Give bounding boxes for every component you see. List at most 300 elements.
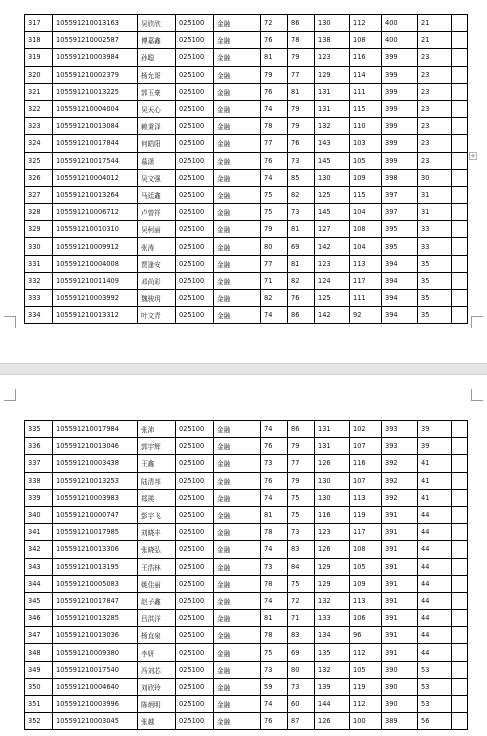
rank-cell: 338: [25, 472, 53, 489]
position-cell: 44: [418, 644, 452, 661]
english-score-cell: 86: [288, 421, 315, 438]
name-cell: 何皓阳: [138, 135, 176, 152]
crop-mark-bottom-left: [4, 316, 16, 328]
name-cell: 刘晓丰: [138, 524, 176, 541]
name-cell: 张越: [138, 713, 176, 730]
rank-cell: 318: [25, 32, 53, 49]
total-score-cell: 391: [382, 592, 418, 609]
total-score-cell: 391: [382, 524, 418, 541]
professional-score-cell: 113: [350, 489, 382, 506]
major-name-cell: 金融: [214, 592, 261, 609]
name-cell: 郭宇辉: [138, 438, 176, 455]
rank-cell: 327: [25, 186, 53, 203]
major-name-cell: 金融: [214, 15, 261, 32]
empty-cell: [452, 524, 468, 541]
name-cell: 卢曾祥: [138, 204, 176, 221]
math-score-cell: 116: [315, 506, 350, 523]
table-row: [25, 255, 468, 272]
politics-score-cell: 76: [261, 83, 288, 100]
rank-cell: 324: [25, 135, 53, 152]
table-row: [25, 592, 468, 609]
name-cell: 张涛: [138, 238, 176, 255]
professional-score-cell: 116: [350, 49, 382, 66]
major-name-cell: 金融: [214, 524, 261, 541]
name-cell: 郭玉豪: [138, 83, 176, 100]
math-score-cell: 145: [315, 152, 350, 169]
total-score-cell: 390: [382, 661, 418, 678]
total-score-cell: 391: [382, 575, 418, 592]
total-score-cell: 392: [382, 472, 418, 489]
table-row: [25, 524, 468, 541]
table-row: [25, 610, 468, 627]
total-score-cell: 393: [382, 438, 418, 455]
position-cell: 23: [418, 66, 452, 83]
professional-score-cell: 104: [350, 204, 382, 221]
professional-score-cell: 110: [350, 118, 382, 135]
total-score-cell: 400: [382, 15, 418, 32]
politics-score-cell: 76: [261, 152, 288, 169]
rank-cell: 351: [25, 696, 53, 713]
major-name-cell: 金融: [214, 118, 261, 135]
empty-cell: [452, 627, 468, 644]
total-score-cell: 399: [382, 49, 418, 66]
empty-cell: [452, 169, 468, 186]
rank-cell: 335: [25, 421, 53, 438]
total-score-cell: 397: [382, 204, 418, 221]
table-row: [25, 15, 468, 32]
english-score-cell: 81: [288, 83, 315, 100]
politics-score-cell: 79: [261, 66, 288, 83]
results-table-page-2: [24, 420, 468, 730]
major-name-cell: 金融: [214, 204, 261, 221]
professional-score-cell: 105: [350, 558, 382, 575]
name-cell: 赵子鑫: [138, 592, 176, 609]
rank-cell: 325: [25, 152, 53, 169]
professional-score-cell: 117: [350, 272, 382, 289]
table-row: [25, 678, 468, 695]
empty-cell: [452, 83, 468, 100]
politics-score-cell: 78: [261, 575, 288, 592]
table-row: [25, 541, 468, 558]
major-code-cell: 025100: [176, 696, 214, 713]
professional-score-cell: 105: [350, 152, 382, 169]
empty-cell: [452, 644, 468, 661]
professional-score-cell: 104: [350, 238, 382, 255]
table-row: [25, 713, 468, 730]
major-code-cell: 025100: [176, 255, 214, 272]
exam-id-cell: 105591210002379: [53, 66, 138, 83]
results-table-page-1: [24, 14, 468, 324]
total-score-cell: 391: [382, 627, 418, 644]
major-name-cell: 金融: [214, 135, 261, 152]
math-score-cell: 142: [315, 307, 350, 324]
major-code-cell: 025100: [176, 438, 214, 455]
exam-id-cell: 105591210013084: [53, 118, 138, 135]
position-cell: 44: [418, 575, 452, 592]
professional-score-cell: 100: [350, 713, 382, 730]
major-code-cell: 025100: [176, 186, 214, 203]
professional-score-cell: 106: [350, 610, 382, 627]
professional-score-cell: 112: [350, 696, 382, 713]
empty-cell: [452, 290, 468, 307]
math-score-cell: 129: [315, 575, 350, 592]
name-cell: 吴柯丽: [138, 221, 176, 238]
rank-cell: 339: [25, 489, 53, 506]
math-score-cell: 135: [315, 644, 350, 661]
position-cell: 44: [418, 558, 452, 575]
position-cell: 41: [418, 489, 452, 506]
total-score-cell: 397: [382, 186, 418, 203]
exam-id-cell: 105591210000747: [53, 506, 138, 523]
exam-id-cell: 105591210013312: [53, 307, 138, 324]
table-row: [25, 489, 468, 506]
major-code-cell: 025100: [176, 221, 214, 238]
major-name-cell: 金融: [214, 610, 261, 627]
major-name-cell: 金融: [214, 678, 261, 695]
politics-score-cell: 78: [261, 524, 288, 541]
exam-id-cell: 105591210013264: [53, 186, 138, 203]
table-row: [25, 66, 468, 83]
name-cell: 冯刘芯: [138, 661, 176, 678]
position-cell: 33: [418, 221, 452, 238]
empty-cell: [452, 204, 468, 221]
english-score-cell: 78: [288, 32, 315, 49]
rank-cell: 341: [25, 524, 53, 541]
exam-id-cell: 105591210003438: [53, 455, 138, 472]
name-cell: 吴天心: [138, 100, 176, 117]
name-cell: 李妍: [138, 644, 176, 661]
name-cell: 陈炳明: [138, 696, 176, 713]
professional-score-cell: 116: [350, 455, 382, 472]
english-score-cell: 73: [288, 524, 315, 541]
empty-cell: [452, 15, 468, 32]
rank-cell: 328: [25, 204, 53, 221]
major-name-cell: 金融: [214, 255, 261, 272]
major-code-cell: 025100: [176, 100, 214, 117]
math-score-cell: 133: [315, 610, 350, 627]
exam-id-cell: 105591210003045: [53, 713, 138, 730]
exam-id-cell: 105591210004004: [53, 100, 138, 117]
politics-score-cell: 77: [261, 255, 288, 272]
rank-cell: 352: [25, 713, 53, 730]
page-2: [0, 375, 487, 736]
rank-cell: 344: [25, 575, 53, 592]
rank-cell: 347: [25, 627, 53, 644]
position-cell: 23: [418, 49, 452, 66]
math-score-cell: 143: [315, 135, 350, 152]
exam-id-cell: 105591210004640: [53, 678, 138, 695]
total-score-cell: 391: [382, 610, 418, 627]
table-row: [25, 290, 468, 307]
rank-cell: 322: [25, 100, 53, 117]
position-cell: 39: [418, 438, 452, 455]
politics-score-cell: 79: [261, 221, 288, 238]
total-score-cell: 392: [382, 455, 418, 472]
name-cell: 叶文青: [138, 307, 176, 324]
position-cell: 44: [418, 506, 452, 523]
major-name-cell: 金融: [214, 307, 261, 324]
major-code-cell: 025100: [176, 272, 214, 289]
rank-cell: 349: [25, 661, 53, 678]
exam-id-cell: 105591210017540: [53, 661, 138, 678]
math-score-cell: 142: [315, 238, 350, 255]
table-row: [25, 186, 468, 203]
politics-score-cell: 76: [261, 32, 288, 49]
politics-score-cell: 74: [261, 307, 288, 324]
empty-cell: [452, 592, 468, 609]
math-score-cell: 125: [315, 290, 350, 307]
position-cell: 31: [418, 186, 452, 203]
total-score-cell: 400: [382, 32, 418, 49]
math-score-cell: 130: [315, 169, 350, 186]
professional-score-cell: 108: [350, 541, 382, 558]
professional-score-cell: 113: [350, 592, 382, 609]
exam-id-cell: 105591210013306: [53, 541, 138, 558]
table-row: [25, 152, 468, 169]
empty-cell: [452, 221, 468, 238]
total-score-cell: 394: [382, 255, 418, 272]
rank-cell: 340: [25, 506, 53, 523]
table-row: [25, 32, 468, 49]
empty-cell: [452, 118, 468, 135]
exam-id-cell: 105591210017844: [53, 135, 138, 152]
total-score-cell: 399: [382, 135, 418, 152]
rank-cell: 321: [25, 83, 53, 100]
name-cell: 吕洪洋: [138, 610, 176, 627]
empty-cell: [452, 32, 468, 49]
empty-cell: [452, 541, 468, 558]
total-score-cell: 391: [382, 506, 418, 523]
position-cell: 44: [418, 627, 452, 644]
english-score-cell: 87: [288, 713, 315, 730]
empty-cell: [452, 455, 468, 472]
major-code-cell: 025100: [176, 627, 214, 644]
english-score-cell: 77: [288, 455, 315, 472]
total-score-cell: 390: [382, 696, 418, 713]
major-name-cell: 金融: [214, 472, 261, 489]
name-cell: 刘欣玲: [138, 678, 176, 695]
exam-id-cell: 105591210013195: [53, 558, 138, 575]
math-score-cell: 123: [315, 524, 350, 541]
major-code-cell: 025100: [176, 610, 214, 627]
name-cell: 傅嘉鑫: [138, 32, 176, 49]
english-score-cell: 76: [288, 290, 315, 307]
major-name-cell: 金融: [214, 644, 261, 661]
table-row: [25, 100, 468, 117]
english-score-cell: 86: [288, 15, 315, 32]
professional-score-cell: 103: [350, 135, 382, 152]
english-score-cell: 83: [288, 541, 315, 558]
major-code-cell: 025100: [176, 49, 214, 66]
total-score-cell: 394: [382, 307, 418, 324]
position-cell: 44: [418, 541, 452, 558]
position-cell: 53: [418, 661, 452, 678]
rank-cell: 323: [25, 118, 53, 135]
math-score-cell: 145: [315, 204, 350, 221]
major-code-cell: 025100: [176, 661, 214, 678]
major-name-cell: 金融: [214, 49, 261, 66]
professional-score-cell: 115: [350, 100, 382, 117]
position-cell: 44: [418, 524, 452, 541]
exam-id-cell: 105591210006712: [53, 204, 138, 221]
math-score-cell: 126: [315, 455, 350, 472]
plus-icon[interactable]: +: [470, 152, 476, 160]
major-name-cell: 金融: [214, 100, 261, 117]
position-cell: 23: [418, 83, 452, 100]
english-score-cell: 82: [288, 272, 315, 289]
exam-id-cell: 105591210009380: [53, 644, 138, 661]
english-score-cell: 60: [288, 696, 315, 713]
english-score-cell: 69: [288, 644, 315, 661]
politics-score-cell: 72: [261, 15, 288, 32]
table-row: [25, 204, 468, 221]
rank-cell: 317: [25, 15, 53, 32]
politics-score-cell: 76: [261, 438, 288, 455]
politics-score-cell: 73: [261, 661, 288, 678]
professional-score-cell: 111: [350, 83, 382, 100]
total-score-cell: 394: [382, 272, 418, 289]
politics-score-cell: 73: [261, 455, 288, 472]
math-score-cell: 132: [315, 118, 350, 135]
major-name-cell: 金融: [214, 713, 261, 730]
professional-score-cell: 109: [350, 575, 382, 592]
table-row: [25, 49, 468, 66]
table-row: [25, 506, 468, 523]
major-code-cell: 025100: [176, 455, 214, 472]
politics-score-cell: 81: [261, 610, 288, 627]
name-cell: 魏骏玥: [138, 290, 176, 307]
major-name-cell: 金融: [214, 506, 261, 523]
empty-cell: [452, 506, 468, 523]
english-score-cell: 73: [288, 152, 315, 169]
table-row: [25, 221, 468, 238]
total-score-cell: 399: [382, 66, 418, 83]
exam-id-cell: 105591210017847: [53, 592, 138, 609]
total-score-cell: 391: [382, 558, 418, 575]
professional-score-cell: 105: [350, 661, 382, 678]
major-code-cell: 025100: [176, 290, 214, 307]
major-code-cell: 025100: [176, 15, 214, 32]
exam-id-cell: 105591210013163: [53, 15, 138, 32]
table-row: [25, 169, 468, 186]
empty-cell: [452, 678, 468, 695]
crop-mark-bottom-right: [471, 316, 483, 328]
rank-cell: 345: [25, 592, 53, 609]
politics-score-cell: 75: [261, 204, 288, 221]
major-name-cell: 金融: [214, 238, 261, 255]
exam-id-cell: 105591210010310: [53, 221, 138, 238]
position-cell: 41: [418, 455, 452, 472]
math-score-cell: 130: [315, 472, 350, 489]
professional-score-cell: 92: [350, 307, 382, 324]
english-score-cell: 75: [288, 506, 315, 523]
position-cell: 41: [418, 472, 452, 489]
name-cell: 吴欣欣: [138, 15, 176, 32]
empty-cell: [452, 135, 468, 152]
english-score-cell: 79: [288, 49, 315, 66]
english-score-cell: 79: [288, 100, 315, 117]
english-score-cell: 86: [288, 307, 315, 324]
table-row: [25, 238, 468, 255]
english-score-cell: 83: [288, 627, 315, 644]
major-code-cell: 025100: [176, 489, 214, 506]
table-row: [25, 307, 468, 324]
name-cell: 郑瑛: [138, 489, 176, 506]
major-code-cell: 025100: [176, 541, 214, 558]
rank-cell: 342: [25, 541, 53, 558]
major-code-cell: 025100: [176, 204, 214, 221]
major-code-cell: 025100: [176, 238, 214, 255]
rank-cell: 336: [25, 438, 53, 455]
major-name-cell: 金融: [214, 696, 261, 713]
professional-score-cell: 112: [350, 644, 382, 661]
politics-score-cell: 74: [261, 696, 288, 713]
name-cell: 陆清邦: [138, 472, 176, 489]
professional-score-cell: 108: [350, 221, 382, 238]
major-code-cell: 025100: [176, 152, 214, 169]
name-cell: 张晓弘: [138, 541, 176, 558]
math-score-cell: 131: [315, 83, 350, 100]
table-row: [25, 661, 468, 678]
major-code-cell: 025100: [176, 524, 214, 541]
position-cell: 21: [418, 15, 452, 32]
exam-id-cell: 105591210003984: [53, 49, 138, 66]
name-cell: 张沛: [138, 421, 176, 438]
exam-id-cell: 105591210004008: [53, 255, 138, 272]
english-score-cell: 73: [288, 678, 315, 695]
politics-score-cell: 74: [261, 421, 288, 438]
empty-cell: [452, 575, 468, 592]
total-score-cell: 391: [382, 541, 418, 558]
math-score-cell: 123: [315, 49, 350, 66]
math-score-cell: 125: [315, 186, 350, 203]
position-cell: 35: [418, 255, 452, 272]
name-cell: 姚佳丽: [138, 575, 176, 592]
position-cell: 35: [418, 272, 452, 289]
position-cell: 23: [418, 100, 452, 117]
total-score-cell: 399: [382, 83, 418, 100]
rank-cell: 329: [25, 221, 53, 238]
major-name-cell: 金融: [214, 575, 261, 592]
major-code-cell: 025100: [176, 678, 214, 695]
total-score-cell: 399: [382, 100, 418, 117]
position-cell: 33: [418, 238, 452, 255]
major-code-cell: 025100: [176, 307, 214, 324]
major-code-cell: 025100: [176, 66, 214, 83]
professional-score-cell: 107: [350, 438, 382, 455]
professional-score-cell: 111: [350, 290, 382, 307]
table-row: [25, 575, 468, 592]
total-score-cell: 391: [382, 644, 418, 661]
position-cell: 44: [418, 610, 452, 627]
table-row: [25, 558, 468, 575]
major-name-cell: 金融: [214, 541, 261, 558]
politics-score-cell: 82: [261, 290, 288, 307]
major-name-cell: 金融: [214, 438, 261, 455]
english-score-cell: 85: [288, 169, 315, 186]
professional-score-cell: 96: [350, 627, 382, 644]
english-score-cell: 75: [288, 575, 315, 592]
rank-cell: 348: [25, 644, 53, 661]
english-score-cell: 81: [288, 255, 315, 272]
professional-score-cell: 112: [350, 15, 382, 32]
exam-id-cell: 105591210017985: [53, 524, 138, 541]
math-score-cell: 138: [315, 32, 350, 49]
math-score-cell: 126: [315, 541, 350, 558]
table-row: [25, 627, 468, 644]
major-name-cell: 金融: [214, 152, 261, 169]
politics-score-cell: 81: [261, 49, 288, 66]
